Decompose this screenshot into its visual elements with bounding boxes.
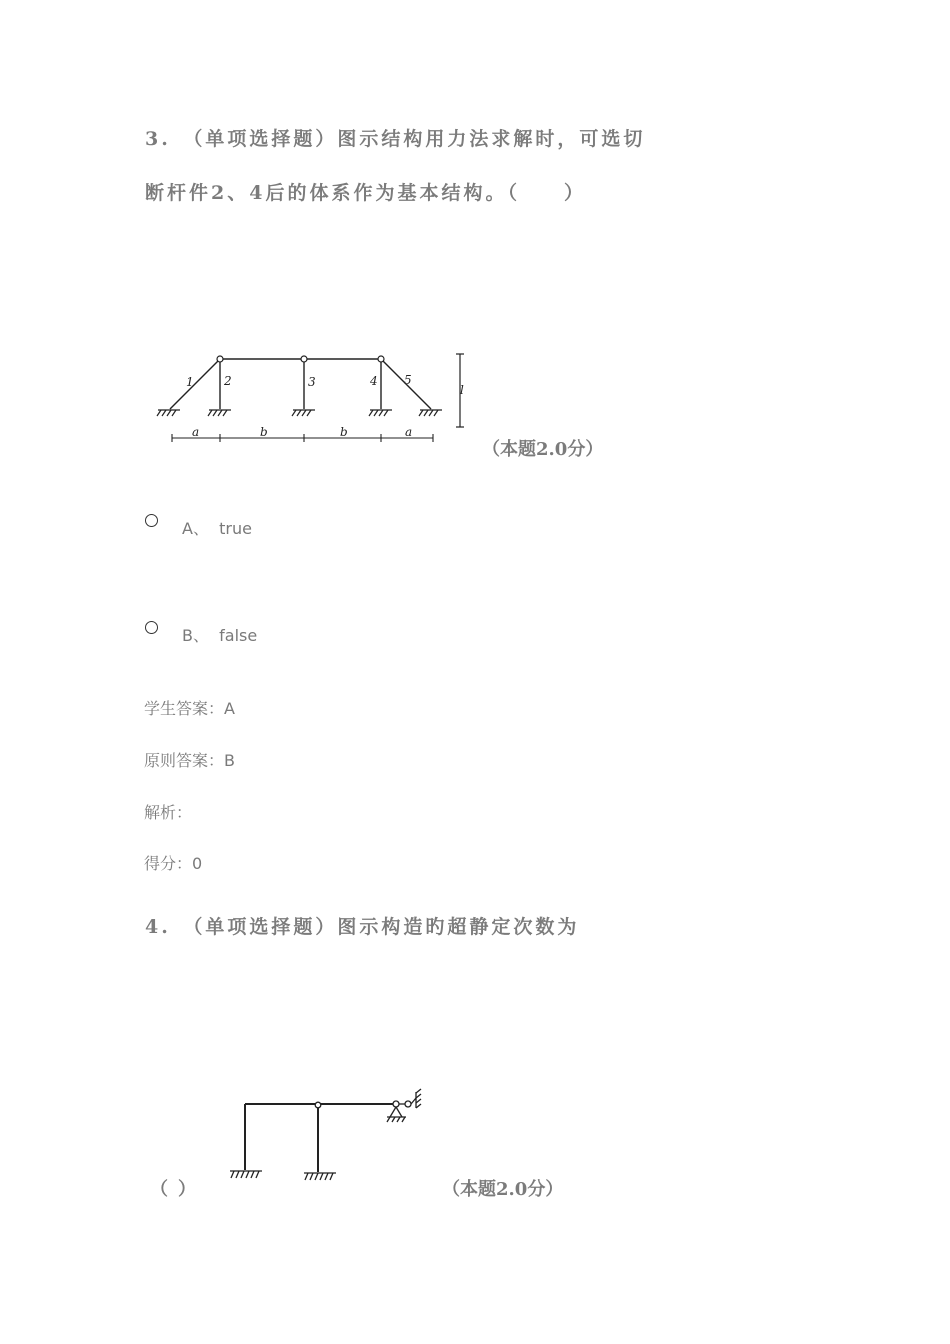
member-label-3: 3 — [308, 375, 316, 389]
height-label: l — [460, 383, 464, 397]
question-3-figure — [150, 348, 480, 458]
question-3-text-line-1: 3. （单项选择题）图示结构用力法求解时，可选切 — [145, 128, 646, 150]
hinge-left — [217, 356, 223, 362]
member-1 — [170, 359, 220, 409]
option-b-label: B、 false — [182, 626, 258, 645]
member-label-4: 4 — [370, 374, 378, 388]
question-4-text-line-1: 4. （单项选择题）图示构造旳超静定次数为 — [145, 916, 580, 938]
hinge-right-beam — [393, 1101, 399, 1107]
question-3-text-line-2: 断杆件2、4后的体系作为基本结构。（ ） — [145, 182, 586, 204]
points-earned: 得分：0 — [144, 854, 203, 873]
support-5 — [419, 410, 442, 416]
option-a-label: A、 true — [182, 519, 252, 538]
hinge-right-link — [405, 1101, 411, 1107]
member-label-1: 1 — [186, 375, 194, 389]
support-left — [230, 1171, 262, 1178]
hinge-middle — [301, 356, 307, 362]
radio-option-b[interactable] — [145, 621, 158, 634]
hinge-right — [378, 356, 384, 362]
support-4 — [369, 410, 392, 416]
span-label-1: a — [192, 425, 200, 439]
question-4-score: （本题2.0分） — [442, 1179, 564, 1200]
question-3-score: （本题2.0分） — [482, 439, 604, 460]
analysis: 解析： — [144, 803, 193, 822]
member-label-5: 5 — [404, 373, 412, 387]
span-label-3: b — [340, 425, 348, 439]
hinge-middle — [315, 1102, 321, 1108]
radio-option-a[interactable] — [145, 514, 158, 527]
support-middle — [304, 1173, 336, 1180]
support-2 — [208, 410, 231, 416]
support-1 — [157, 410, 180, 416]
span-label-4: a — [405, 425, 413, 439]
support-3 — [292, 410, 315, 416]
question-4-figure — [222, 1088, 427, 1193]
span-label-2: b — [260, 425, 268, 439]
student-answer: 学生答案：A — [144, 699, 235, 718]
question-4-blank: （） — [150, 1179, 206, 1200]
standard-answer: 原则答案：B — [144, 751, 235, 770]
member-label-2: 2 — [224, 374, 232, 388]
